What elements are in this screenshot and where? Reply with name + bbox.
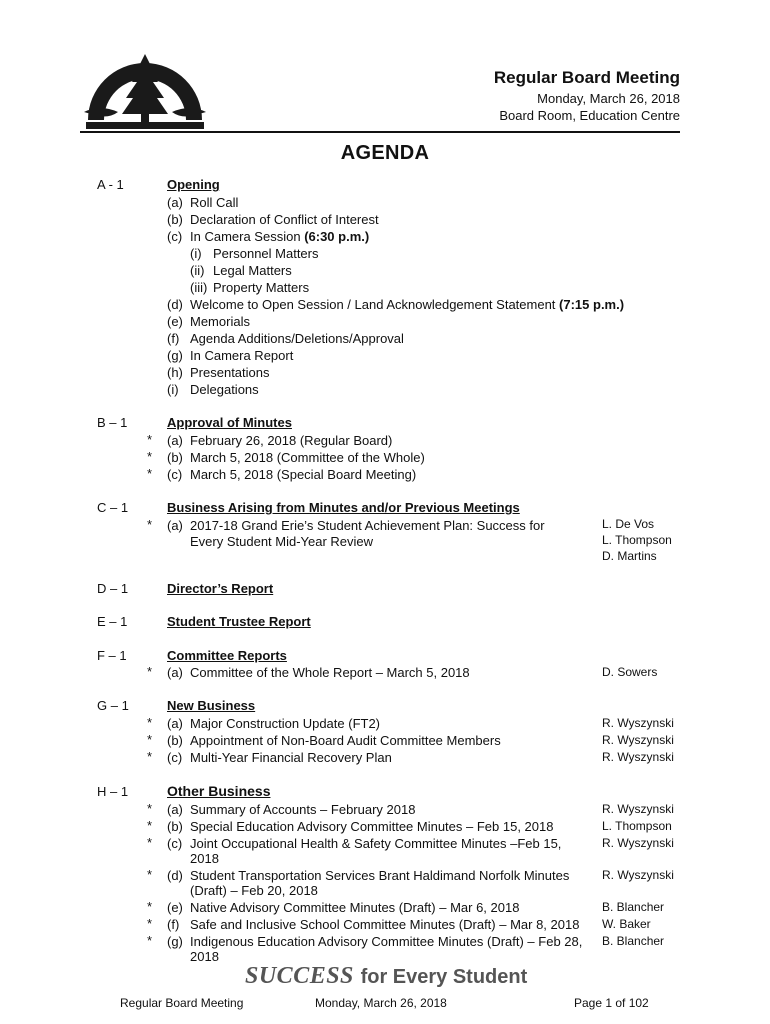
item-text: Multi-Year Financial Recovery Plan (190, 750, 392, 765)
section-title: Other Business (167, 783, 271, 799)
agenda-subitem (190, 245, 319, 262)
agenda-item (167, 364, 270, 381)
star-marker: * (147, 835, 153, 850)
item-text: Roll Call (190, 195, 239, 210)
item-marker: (c) (167, 750, 183, 765)
agenda-item (167, 899, 519, 916)
item-marker: (a) (167, 195, 183, 210)
item-text: March 5, 2018 (Committee of the Whole) (190, 450, 425, 465)
star-marker: * (147, 466, 153, 481)
item-marker: (a) (167, 433, 183, 448)
item-text: Special Education Advisory Committee Minutes – Feb 15, 2018 (190, 819, 554, 834)
section-title: Committee Reports (167, 648, 287, 663)
presenter: R. Wyszynski (602, 802, 674, 816)
item-marker: (b) (167, 450, 183, 465)
item-marker: (ii) (190, 263, 205, 278)
slogan (245, 962, 527, 990)
star-marker: * (147, 749, 153, 764)
item-marker: (i) (167, 382, 179, 397)
star-marker: * (147, 432, 153, 447)
item-text-continued: 2018 (190, 949, 219, 964)
agenda-item (167, 313, 250, 330)
item-marker: (a) (167, 802, 183, 817)
item-text: In Camera Report (190, 348, 294, 363)
meeting-date: Monday, March 26, 2018 (537, 91, 680, 106)
item-text: Committee of the Whole Report – March 5, 2018 (190, 665, 470, 680)
agenda-item (167, 466, 416, 483)
star-marker: * (147, 867, 153, 882)
item-text: February 26, 2018 (Regular Board) (190, 433, 393, 448)
item-marker: (f) (167, 331, 180, 346)
item-text: Native Advisory Committee Minutes (Draft) – Mar 6, 2018 (190, 900, 520, 915)
star-marker: * (147, 916, 153, 931)
item-text: Legal Matters (213, 263, 292, 278)
section-code: E – 1 (97, 614, 128, 629)
presenter: W. Baker (602, 917, 651, 931)
item-text: Agenda Additions/Deletions/Approval (190, 331, 404, 346)
star-marker: * (147, 933, 153, 948)
agenda-item (167, 916, 579, 933)
slogan-success: SUCCESS (245, 963, 354, 989)
item-text: Personnel Matters (213, 246, 319, 261)
item-time: (6:30 p.m.) (304, 229, 370, 244)
agenda-item (167, 933, 582, 950)
board-logo (80, 42, 210, 134)
agenda-subitem (190, 279, 309, 296)
item-marker: (g) (167, 348, 183, 363)
section-title: Student Trustee Report (167, 614, 311, 629)
agenda-item (167, 330, 404, 347)
agenda-item (167, 835, 561, 852)
item-time: (7:15 p.m.) (559, 297, 625, 312)
agenda-item (167, 732, 501, 749)
agenda-item (167, 449, 425, 466)
meeting-title: Regular Board Meeting (493, 68, 680, 87)
item-text: Safe and Inclusive School Committee Minutes (Draft) – Mar 8, 2018 (190, 917, 580, 932)
item-text-continued: (Draft) – Feb 20, 2018 (190, 883, 318, 898)
agenda-item (167, 228, 369, 245)
item-marker: (i) (190, 246, 202, 261)
footer-page-number: Page 1 of 102 (574, 996, 649, 1010)
item-text: Summary of Accounts – February 2018 (190, 802, 416, 817)
agenda-title: AGENDA (340, 142, 430, 164)
item-marker: (a) (167, 716, 183, 731)
section-code: C – 1 (97, 500, 129, 515)
presenter: R. Wyszynski (602, 750, 674, 764)
item-text: Indigenous Education Advisory Committee Minutes (Draft) – Feb 28, (190, 934, 583, 949)
presenter: B. Blancher (602, 934, 665, 948)
item-marker: (d) (167, 868, 183, 883)
section-code: B – 1 (97, 415, 128, 430)
section-code: A - 1 (97, 177, 124, 192)
item-text-continued: 2018 (190, 851, 219, 866)
item-text: Welcome to Open Session / Land Acknowledgement Statement (190, 297, 556, 312)
item-text: Major Construction Update (FT2) (190, 716, 381, 731)
item-marker: (c) (167, 229, 183, 244)
agenda-item (167, 432, 392, 449)
item-marker: (b) (167, 212, 183, 227)
agenda-item (167, 715, 380, 732)
star-marker: * (147, 664, 153, 679)
item-marker: (e) (167, 900, 183, 915)
item-text: In Camera Session (190, 229, 301, 244)
star-marker: * (147, 517, 153, 532)
item-text: Declaration of Conflict of Interest (190, 212, 379, 227)
item-marker: (a) (167, 665, 183, 680)
agenda-item (167, 211, 379, 228)
footer-meeting: Regular Board Meeting (120, 996, 244, 1010)
item-text: March 5, 2018 (Special Board Meeting) (190, 467, 417, 482)
presenter: L. Thompson (602, 819, 672, 833)
section-code: F – 1 (97, 648, 127, 663)
agenda-item (167, 664, 470, 681)
presenter: D. Martins (602, 549, 657, 563)
item-text: Delegations (190, 382, 259, 397)
item-marker: (a) (167, 518, 183, 533)
presenter: R. Wyszynski (602, 733, 674, 747)
agenda-item (167, 347, 293, 364)
item-text: Memorials (190, 314, 250, 329)
meeting-location: Board Room, Education Centre (499, 108, 680, 123)
agenda-item (167, 749, 392, 766)
section-title: Opening (167, 177, 220, 192)
agenda-item (167, 194, 238, 211)
item-text-continued: Every Student Mid-Year Review (190, 534, 374, 549)
agenda-subitem (190, 262, 292, 279)
item-text: Property Matters (213, 280, 310, 295)
agenda-item (167, 801, 415, 818)
item-text: Presentations (190, 365, 270, 380)
presenter: L. Thompson (602, 533, 672, 547)
presenter: B. Blancher (602, 900, 665, 914)
footer-date: Monday, March 26, 2018 (315, 996, 447, 1010)
section-code: D – 1 (97, 581, 129, 596)
item-marker: (iii) (190, 280, 208, 295)
section-title: Director’s Report (167, 581, 274, 596)
slogan-rest: for Every Student (360, 966, 528, 988)
star-marker: * (147, 818, 153, 833)
item-marker: (b) (167, 733, 183, 748)
item-text: Joint Occupational Health & Safety Committee Minutes –Feb 15, (190, 836, 562, 851)
item-marker: (b) (167, 819, 183, 834)
presenter: D. Sowers (602, 665, 658, 679)
item-text: 2017-18 Grand Erie’s Student Achievement Plan: Success for (190, 518, 545, 533)
item-marker: (d) (167, 297, 183, 312)
section-title: Business Arising from Minutes and/or Previous Meetings (167, 500, 520, 515)
presenter: L. De Vos (602, 517, 655, 531)
agenda-item (167, 296, 624, 313)
presenter: R. Wyszynski (602, 836, 674, 850)
star-marker: * (147, 732, 153, 747)
presenter: R. Wyszynski (602, 716, 674, 730)
star-marker: * (147, 715, 153, 730)
section-title: Approval of Minutes (167, 415, 292, 430)
item-marker: (c) (167, 836, 183, 851)
agenda-item (167, 818, 553, 835)
section-title: New Business (167, 698, 256, 713)
presenter: R. Wyszynski (602, 868, 674, 882)
item-text: Appointment of Non-Board Audit Committee Members (190, 733, 501, 748)
agenda-item (167, 517, 545, 534)
item-marker: (e) (167, 314, 183, 329)
item-text: Student Transportation Services Brant Haldimand Norfolk Minutes (190, 868, 570, 883)
agenda-item (167, 381, 259, 398)
star-marker: * (147, 449, 153, 464)
section-code: H – 1 (97, 784, 129, 799)
star-marker: * (147, 899, 153, 914)
item-marker: (f) (167, 917, 180, 932)
section-code: G – 1 (97, 698, 129, 713)
star-marker: * (147, 801, 153, 816)
item-marker: (h) (167, 365, 183, 380)
header-rule (80, 131, 680, 133)
item-marker: (g) (167, 934, 183, 949)
agenda-item (167, 867, 569, 884)
item-marker: (c) (167, 467, 183, 482)
